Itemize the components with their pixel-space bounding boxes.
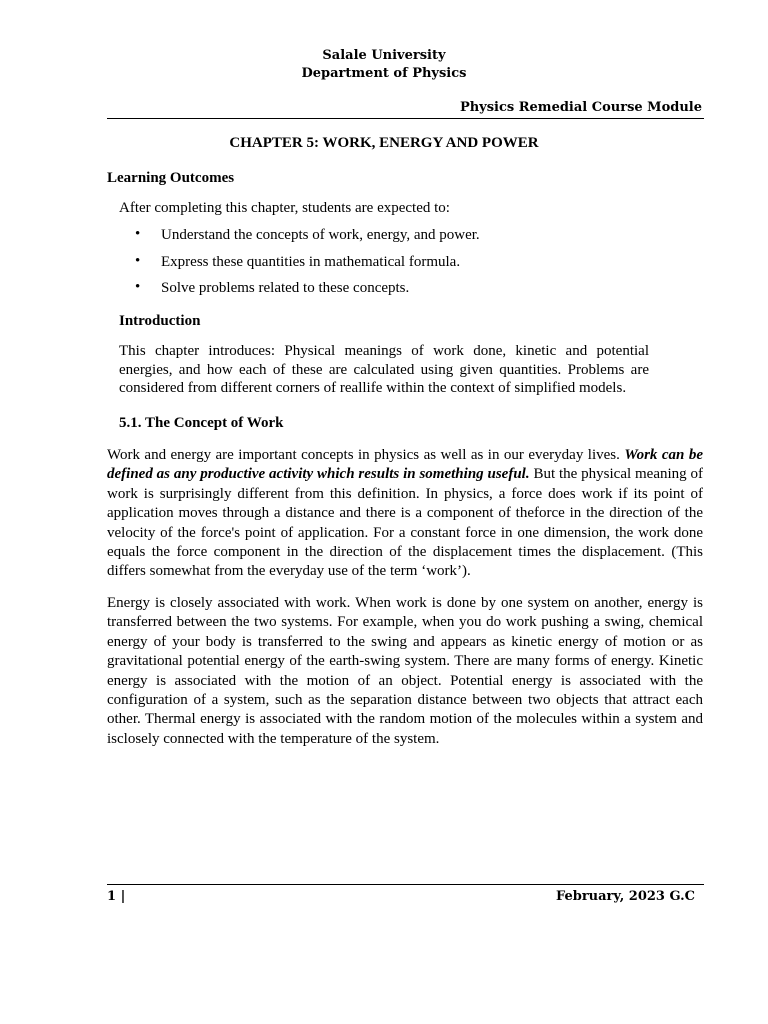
page-number: 1 | (107, 889, 126, 904)
list-item (135, 254, 655, 281)
introduction-heading: Introduction (119, 313, 201, 329)
paragraph-lead: Work and energy are important concepts in physics as well as in our everyday lives. (107, 447, 625, 463)
bullet-icon: • (135, 226, 141, 242)
introduction-text: This chapter introduces: Physical meanings of work done, kinetic and potential energies, and how each of these are calculated using given quantities. Problems are considered from different corners of reallife within the context of simplified models. (119, 343, 649, 396)
section-paragraph-2: Energy is closely associated with work. When work is done by one system on another, energy is transferred between the two systems. For example, when you do work pushing a swing, chemical energy of your body is transferred to the swing and appears as kinetic energy of motion or as gravitational potential energy of the earth-swing system. There are many forms of energy. Kinetic energy is associated with the motion of an object. Potential energy is associated with the configuration of a system, such as the separation distance between two objects that attract each other. Thermal energy is associated with the random motion of the molecules within a system and isclosely connected with the temperature of the system. (107, 595, 703, 747)
paragraph-rest: But the physical meaning of work is surprisingly different from this definition. In physics, a force does work if its point of application moves through a distance and there is a component of theforce in the direction of the velocity of the force's point of application. For a constant force in one dimension, the work done equals the force component in the direction of the displacement times the displacement. (This differs somewhat from the everyday use of the term ‘work’). (107, 466, 703, 580)
list-item (135, 280, 655, 307)
header-rule (107, 118, 704, 119)
bullet-icon: • (135, 252, 141, 269)
learning-outcomes-intro: After completing this chapter, students are expected to: (119, 200, 450, 216)
work-definition-emphasis: Work can be defined as any productive activity which results in something useful. (107, 447, 703, 483)
university-name: Salale University (322, 48, 446, 63)
list-item (135, 227, 655, 254)
module-title: Physics Remedial Course Module (459, 100, 702, 115)
outcome-text: Express these quantities in mathematical formula. (161, 253, 461, 270)
learning-outcomes-heading: Learning Outcomes (107, 170, 235, 186)
department-name: Department of Physics (301, 66, 467, 81)
footer-date: February, 2023 G.C (555, 889, 695, 904)
section-paragraph-1 (107, 446, 703, 582)
bullet-icon: • (135, 279, 141, 295)
section-heading: 5.1. The Concept of Work (119, 415, 284, 431)
learning-outcomes-list (135, 227, 655, 307)
outcome-text: Understand the concepts of work, energy, and power. (161, 227, 480, 243)
chapter-title: CHAPTER 5: WORK, ENERGY AND POWER (229, 135, 539, 151)
footer-rule (107, 884, 704, 885)
outcome-text: Solve problems related to these concepts. (161, 280, 410, 296)
